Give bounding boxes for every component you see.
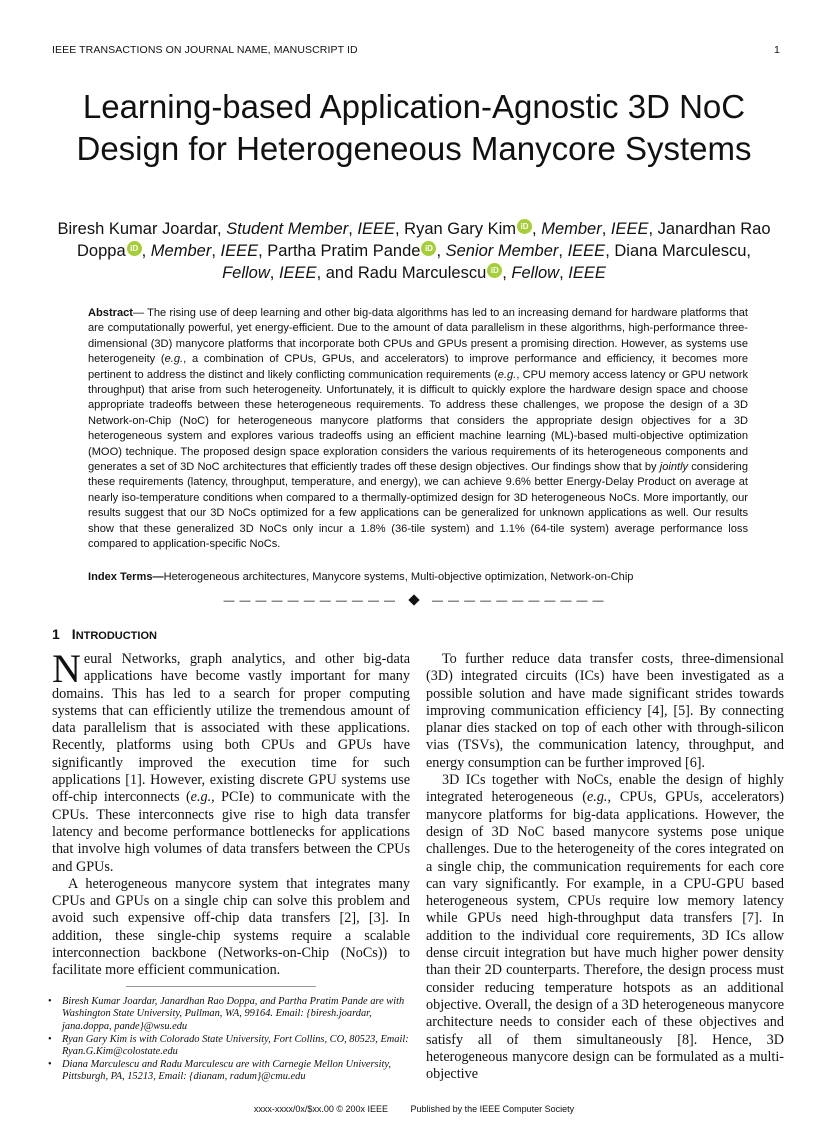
section-divider bbox=[0, 595, 828, 607]
publisher: Published by the IEEE Computer Society bbox=[410, 1104, 575, 1114]
section-number: 1 bbox=[52, 626, 60, 642]
author-name: Partha Pratim Pande bbox=[267, 242, 421, 260]
paper-title: Learning-based Application-Agnostic 3D NoC Design for Heterogeneous Manycore Systems bbox=[76, 88, 752, 167]
orcid-icon[interactable]: iD bbox=[487, 263, 502, 278]
paragraph: A heterogeneous manycore system that integrates many CPUs and GPUs on a single chip can solve this problem and avoid such expensive off-chip data transfers [2], [3]. In addition, these single-chip systems require a scalable interconnection backbone (Networks-on-Chip (NoCs)) to facilitate more efficient communication. bbox=[52, 875, 410, 979]
author-name: Radu Marculescu bbox=[357, 264, 487, 282]
section-title-rest: NTRODUCTION bbox=[75, 630, 157, 642]
bullet-icon: • bbox=[48, 1059, 52, 1071]
paragraph bbox=[426, 772, 784, 1083]
author-conjunction: and bbox=[325, 264, 354, 282]
orcid-icon[interactable]: iD bbox=[421, 241, 436, 256]
journal-name: IEEE TRANSACTIONS ON JOURNAL NAME, MANUSCRIPT ID bbox=[52, 44, 358, 56]
page-number: 1 bbox=[774, 44, 780, 56]
diamond-icon bbox=[408, 594, 419, 605]
orcid-icon[interactable]: iD bbox=[127, 241, 142, 256]
footnote-item bbox=[44, 1034, 416, 1059]
paragraph: To further reduce data transfer costs, three-dimensional (3D) integrated circuits (ICs) have been investigated as a possible solution and have made significant strides towards improving communication efficiency [4], [5]. By connecting planar dies stacked on top of each other with through-silicon vias (TSVs), the communication latency, throughput, and energy consumption can be further improved [6]. bbox=[426, 651, 784, 771]
author-society: IEEE bbox=[357, 220, 395, 238]
paragraph-text: , PCIe) to communicate with the CPUs. These interconnects give rise to high data transfer latency and become performance bottlenecks for applications that involve high volumes of data transfers between the CPUs and GPUs. bbox=[52, 789, 410, 875]
paragraph-eg: e.g. bbox=[586, 789, 608, 806]
running-header bbox=[52, 44, 780, 56]
author-membership: Member bbox=[541, 220, 602, 238]
paragraph bbox=[52, 646, 410, 876]
paragraph-text: 3D ICs together with NoCs, enable the design of highly integrated heterogeneous ( bbox=[426, 772, 784, 806]
author-name: Ryan Gary Kim bbox=[404, 220, 517, 238]
footnote-text: Biresh Kumar Joardar, Janardhan Rao Doppa, and Partha Pratim Pande are with Washington State University, Pullman, WA, 99164. Email: {biresh.joardar, jana.doppa, pande}@wsu.edu bbox=[62, 996, 405, 1032]
footnotes bbox=[44, 996, 416, 1084]
author-society: IEEE bbox=[278, 264, 317, 282]
author-name: Janardhan Rao Doppa bbox=[77, 220, 771, 260]
abstract bbox=[88, 306, 748, 553]
author-society: IEEE bbox=[610, 220, 649, 238]
abstract-label: Abstract bbox=[88, 307, 134, 319]
author-membership: Member bbox=[150, 242, 212, 260]
page-footer bbox=[0, 1104, 828, 1114]
author-membership: Senior Member bbox=[445, 242, 559, 260]
abstract-eg: e.g. bbox=[497, 368, 517, 381]
abstract-text: , a combination of CPUs, GPUs, and accelerators) to improve performance and efficiency, it becomes more pertinent to address the distinct and likely conflicting communication requirements ( bbox=[88, 353, 748, 381]
footnote-item bbox=[44, 996, 416, 1033]
index-terms bbox=[88, 571, 748, 583]
section-heading bbox=[52, 626, 157, 642]
paragraph-text: eural Networks, graph analytics, and other big-data applications have become vastly important for many domains. This has led to a search for proper computing systems that can efficiently utilize the tremendous amount of data parallelism that is associated with these applications. Recently, platforms using both CPUs and GPUs have significantly improved the execution time for such applications [1]. However, existing discrete GPU systems use off-chip interconnects ( bbox=[52, 651, 410, 806]
footnote-rule bbox=[126, 986, 316, 987]
bullet-icon: • bbox=[48, 996, 52, 1007]
abstract-emphasis: jointly bbox=[659, 461, 689, 474]
author-society: IEEE bbox=[567, 242, 606, 260]
paragraph-eg: e.g. bbox=[190, 789, 212, 806]
abstract-dash: — bbox=[133, 307, 148, 319]
copyright-code: xxxx-xxxx/0x/$xx.00 © 200x IEEE bbox=[253, 1104, 389, 1114]
footnote-text: Ryan Gary Kim is with Colorado State University, Fort Collins, CO, 80523, Email: Ryan.G.Kim@colostate.edu bbox=[62, 1033, 409, 1058]
drop-cap: N bbox=[52, 646, 81, 691]
divider-dashes-left: — — — — — — — — — — — bbox=[223, 595, 396, 607]
author-name: Diana Marculescu, bbox=[614, 242, 751, 260]
paragraph-text: , CPUs, GPUs, accelerators) manycore platforms for big-data applications. However, the design of 3D NoC based manycore systems pose unique challenges. Due to the heterogeneity of the cores integrated on a single chip, the communication requirements for each core can vary significantly. For example, in a CPU-GPU based heterogeneous system, CPUs require low memory latency while GPUs need high-throughput data transfers [7]. In addition to the individual core requirements, 3D ICs allow dense circuit integration but have much higher power density than their 2D counterparts. Therefore, the design process must consider reducing temperature hotspots as an additional objective. Overall, the design of a 3D heterogeneous manycore architecture needs to consider each of these objectives and satisfy all of them simultaneously [8]. Hence, 3D heterogeneous manycore design can be formulated as a multi-objective bbox=[426, 789, 784, 1083]
bullet-icon: • bbox=[48, 1033, 52, 1045]
author-name: Biresh Kumar Joardar, bbox=[57, 220, 227, 238]
footnote-text: Diana Marculescu and Radu Marculescu are with Carnegie Mellon University, Pittsburgh, PA, 15213, Email: {dianam, radum}@cmu.edu bbox=[62, 1059, 391, 1083]
author-society: IEEE bbox=[568, 264, 606, 282]
author-list: Biresh Kumar Joardar, Student Member, IEEE, Ryan Gary Kim iD , Member, IEEE, Janardhan Rao Doppa iD , Member, IEEE, Partha Pratim Pande iD , Senior Member, IEEE, Diana Marculescu, Fellow, IEEE, and Radu Marculescu iD , Fellow, IEEE bbox=[57, 220, 771, 282]
abstract-text: The rising use of deep learning and other big-data algorithms has led to an increasing demand for hardware platforms that are computationally powerful, yet energy-efficient. Due to the amount of data parallelism in these algorithms, high-performance three-dimensional (3D) manycore platforms that incorporate both CPUs and GPUs present a promising direction. However, as systems use heterogeneity ( bbox=[88, 307, 748, 366]
author-membership: Student Member bbox=[226, 220, 349, 238]
left-column bbox=[52, 646, 410, 980]
abstract-text: , CPU memory access latency or GPU network throughput) that arise from such heterogeneity. Unfortunately, it is difficult to quickly explore the hardware design space and choose appropriate tradeoffs between these heterogeneous requirements. To address these challenges, we propose the design of a 3D Network-on-Chip (NoC) for heterogeneous manycore platforms that considers the appropriate design objectives for a 3D heterogeneous system and explores various tradeoffs using an efficient machine learning (ML)-based multi-objective optimization (MOO) technique. The proposed design space exploration considers the various requirements of its heterogeneous components and generates a set of 3D NoC architectures that efficiently trades off these design objectives. Our findings show that by bbox=[88, 368, 748, 474]
divider-dashes-right: — — — — — — — — — — — bbox=[432, 595, 605, 607]
orcid-icon[interactable]: iD bbox=[517, 219, 532, 234]
footnote-item bbox=[44, 1059, 416, 1084]
author-membership: Fellow bbox=[511, 264, 560, 282]
index-terms-label: Index Terms— bbox=[88, 571, 164, 583]
right-column bbox=[426, 651, 784, 1083]
section-title-initial: I bbox=[71, 626, 76, 642]
abstract-eg: e.g. bbox=[164, 353, 184, 366]
abstract-text: considering these requirements (latency, throughput, temperature, and energy), we can achieve 9.6% better Energy-Delay Product on average at nearly iso-temperature conditions when compared to a thermally-optimized design for 3D heterogeneous NoCs. More importantly, our results suggest that our 3D NoCs optimized for a few applications can be generalized for unknown applications as well. Our results show that these generalized 3D NoCs only incur a 1.8% (36-tile system) and 1.1% (64-tile system) average performance loss compared to application-specific NoCs. bbox=[88, 461, 748, 551]
author-membership: Fellow bbox=[222, 264, 270, 282]
index-terms-text: Heterogeneous architectures, Manycore systems, Multi-objective optimization, Network-on-Chip bbox=[163, 571, 634, 583]
author-society: IEEE bbox=[220, 242, 259, 260]
